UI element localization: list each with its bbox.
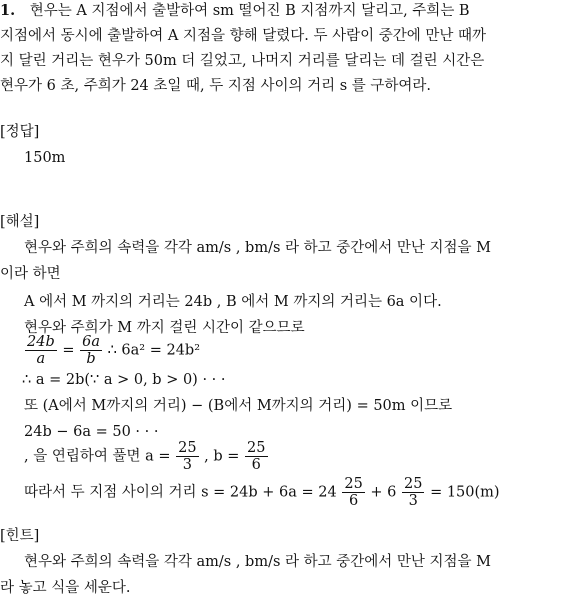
- solution-line-7: 또 (A에서 M까지의 거리) − (B에서 M까지의 거리) = 50m 이므로: [24, 398, 453, 414]
- fraction-numerator: 25: [404, 476, 423, 492]
- fraction: [80, 334, 102, 367]
- fraction-numerator: 25: [178, 440, 197, 456]
- problem-line-2: 지점에서 동시에 출발하여 A 지점을 향해 달렸다. 두 사람이 중간에 만난 때까: [0, 28, 486, 44]
- problem-line-1: [0, 1, 470, 21]
- equals-sign: =: [62, 342, 75, 359]
- solution-equation-1: [24, 334, 200, 367]
- fraction-numerator: 25: [344, 476, 363, 492]
- fraction-denominator: 6: [342, 492, 364, 509]
- fraction: [342, 476, 364, 509]
- fraction-denominator: a: [25, 350, 57, 367]
- fraction-numerator: 25: [247, 440, 266, 456]
- solution-line-8: 24b − 6a = 50 · · ·: [24, 424, 159, 440]
- solution-line-6: ∴ a = 2b(∵ a > 0, b > 0) · · ·: [22, 372, 226, 388]
- solution-line-10: [24, 476, 500, 509]
- hint-heading: [힌트]: [0, 528, 40, 544]
- fraction-denominator: 3: [402, 492, 424, 509]
- fraction: [25, 334, 57, 367]
- answer-value: 150m: [24, 150, 66, 166]
- problem-text-1: 현우는 A 지점에서 출발하여 sm 떨어진 B 지점까지 달리고, 주희는 B: [29, 3, 470, 19]
- problem-line-4: 현우가 6 초, 주희가 24 초일 때, 두 지점 사이의 거리 s 를 구하여라.: [0, 78, 432, 94]
- answer-heading: [정답]: [0, 124, 40, 140]
- solution-line-2: 이라 하면: [0, 266, 61, 282]
- hint-line-2: 라 놓고 식을 세운다.: [0, 580, 131, 596]
- solution-line-9-pre: , 을 연립하여 풀면 a =: [24, 448, 171, 465]
- fraction-denominator: b: [80, 350, 102, 367]
- solution-line-10-post: = 150(m): [430, 484, 500, 501]
- fraction-denominator: 3: [176, 456, 198, 473]
- fraction-denominator: 6: [245, 456, 267, 473]
- solution-heading: [해설]: [0, 214, 40, 230]
- equation-rest: ∴ 6a² = 24b²: [107, 342, 201, 359]
- hint-line-1: 현우와 주희의 속력을 각각 am/s , bm/s 라 하고 중간에서 만난 지점을 M: [24, 554, 492, 570]
- fraction-numerator: 6a: [82, 334, 100, 350]
- problem-line-3: 지 달린 거리는 현우가 50m 더 길었고, 나머지 거리를 달리는 데 걸린 시간은: [0, 53, 485, 69]
- solution-line-3: A 에서 M 까지의 거리는 24b , B 에서 M 까지의 거리는 6a 이다.: [24, 294, 442, 310]
- solution-line-9: [24, 440, 269, 473]
- solution-line-1: 현우와 주희의 속력을 각각 am/s , bm/s 라 하고 중간에서 만난 지점을 M: [24, 240, 492, 256]
- solution-line-10-pre: 따라서 두 지점 사이의 거리 s = 24b + 6a = 24: [24, 484, 337, 501]
- fraction-numerator: 24b: [27, 334, 55, 350]
- solution-line-4: 현우와 주희가 M 까지 걸린 시간이 같으므로: [24, 320, 305, 336]
- fraction: [176, 440, 198, 473]
- fraction: [245, 440, 267, 473]
- solution-line-9-mid: , b =: [204, 448, 240, 465]
- solution-line-10-mid: + 6: [370, 484, 397, 501]
- problem-number: 1.: [0, 2, 16, 19]
- fraction: [402, 476, 424, 509]
